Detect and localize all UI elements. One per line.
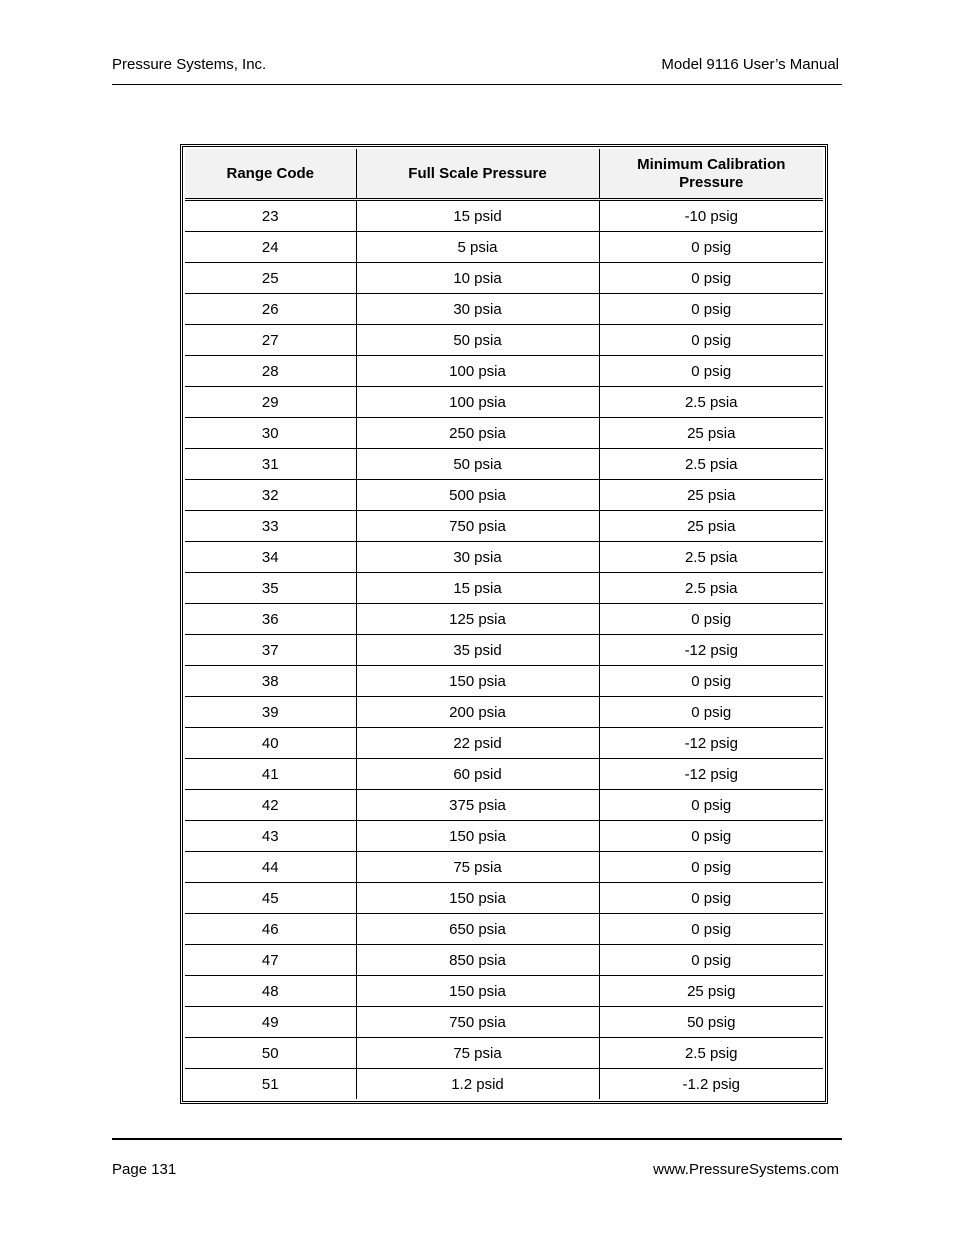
full-scale-pressure-cell: 60 psid — [356, 759, 599, 790]
range-code-cell: 33 — [185, 511, 356, 542]
minimum-calibration-pressure-cell: 0 psig — [599, 263, 823, 294]
range-code-cell: 30 — [185, 418, 356, 449]
range-code-cell: 48 — [185, 976, 356, 1007]
full-scale-pressure-cell: 850 psia — [356, 945, 599, 976]
minimum-calibration-pressure-cell: 0 psig — [599, 232, 823, 263]
minimum-calibration-pressure-cell: 25 psia — [599, 418, 823, 449]
full-scale-pressure-cell: 375 psia — [356, 790, 599, 821]
range-code-cell: 37 — [185, 635, 356, 666]
full-scale-pressure-cell: 100 psia — [356, 356, 599, 387]
minimum-calibration-pressure-cell: 0 psig — [599, 697, 823, 728]
full-scale-pressure-cell: 35 psid — [356, 635, 599, 666]
table-body — [185, 200, 823, 1100]
table-row — [185, 1069, 823, 1100]
range-code-cell: 43 — [185, 821, 356, 852]
full-scale-pressure-cell: 500 psia — [356, 480, 599, 511]
range-code-cell: 50 — [185, 1038, 356, 1069]
full-scale-pressure-cell: 75 psia — [356, 1038, 599, 1069]
minimum-calibration-pressure-cell: 0 psig — [599, 604, 823, 635]
website-link[interactable]: www.PressureSystems.com — [653, 1161, 839, 1178]
table-row — [185, 232, 823, 263]
table-row — [185, 666, 823, 697]
range-code-cell: 45 — [185, 883, 356, 914]
range-code-table — [185, 149, 823, 1099]
full-scale-pressure-cell: 30 psia — [356, 542, 599, 573]
full-scale-pressure-cell: 75 psia — [356, 852, 599, 883]
range-code-cell: 24 — [185, 232, 356, 263]
range-code-cell: 41 — [185, 759, 356, 790]
minimum-calibration-pressure-cell: 2.5 psia — [599, 387, 823, 418]
table-row — [185, 728, 823, 759]
column-header-minimum-calibration-pressure: Minimum Calibration Pressure — [599, 149, 823, 200]
table-row — [185, 418, 823, 449]
table-row — [185, 325, 823, 356]
minimum-calibration-pressure-cell: 50 psig — [599, 1007, 823, 1038]
table-row — [185, 356, 823, 387]
table-row — [185, 790, 823, 821]
range-code-cell: 42 — [185, 790, 356, 821]
full-scale-pressure-cell: 150 psia — [356, 976, 599, 1007]
manual-title: Model 9116 User’s Manual — [661, 56, 839, 73]
table-row — [185, 976, 823, 1007]
minimum-calibration-pressure-cell: 0 psig — [599, 883, 823, 914]
page-footer — [112, 1138, 842, 1178]
full-scale-pressure-cell: 150 psia — [356, 821, 599, 852]
table-row — [185, 914, 823, 945]
minimum-calibration-pressure-cell: 0 psig — [599, 790, 823, 821]
range-code-cell: 29 — [185, 387, 356, 418]
table-row — [185, 480, 823, 511]
range-code-table-frame — [180, 144, 828, 1104]
minimum-calibration-pressure-cell: 0 psig — [599, 325, 823, 356]
minimum-calibration-pressure-cell: 0 psig — [599, 821, 823, 852]
page-number: Page 131 — [112, 1161, 177, 1178]
range-code-cell: 28 — [185, 356, 356, 387]
minimum-calibration-pressure-cell: -10 psig — [599, 200, 823, 232]
minimum-calibration-pressure-cell: -12 psig — [599, 728, 823, 759]
full-scale-pressure-cell: 150 psia — [356, 666, 599, 697]
full-scale-pressure-cell: 5 psia — [356, 232, 599, 263]
full-scale-pressure-cell: 250 psia — [356, 418, 599, 449]
minimum-calibration-pressure-cell: 2.5 psia — [599, 542, 823, 573]
table-row — [185, 573, 823, 604]
table-row — [185, 542, 823, 573]
minimum-calibration-pressure-cell: 0 psig — [599, 914, 823, 945]
table-row — [185, 511, 823, 542]
full-scale-pressure-cell: 50 psia — [356, 325, 599, 356]
range-code-cell: 36 — [185, 604, 356, 635]
full-scale-pressure-cell: 650 psia — [356, 914, 599, 945]
full-scale-pressure-cell: 22 psid — [356, 728, 599, 759]
table-row — [185, 200, 823, 232]
full-scale-pressure-cell: 750 psia — [356, 1007, 599, 1038]
full-scale-pressure-cell: 125 psia — [356, 604, 599, 635]
range-code-cell: 39 — [185, 697, 356, 728]
minimum-calibration-pressure-cell: 25 psia — [599, 480, 823, 511]
table-row — [185, 697, 823, 728]
range-code-cell: 34 — [185, 542, 356, 573]
range-code-cell: 46 — [185, 914, 356, 945]
range-code-cell: 23 — [185, 200, 356, 232]
full-scale-pressure-cell: 150 psia — [356, 883, 599, 914]
page-header — [112, 56, 842, 85]
full-scale-pressure-cell: 30 psia — [356, 294, 599, 325]
table-row — [185, 759, 823, 790]
company-name: Pressure Systems, Inc. — [112, 56, 267, 73]
minimum-calibration-pressure-cell: 0 psig — [599, 356, 823, 387]
minimum-calibration-pressure-cell: -12 psig — [599, 635, 823, 666]
table-row — [185, 635, 823, 666]
table-row — [185, 821, 823, 852]
full-scale-pressure-cell: 1.2 psid — [356, 1069, 599, 1100]
range-code-cell: 32 — [185, 480, 356, 511]
full-scale-pressure-cell: 15 psid — [356, 200, 599, 232]
range-code-cell: 44 — [185, 852, 356, 883]
full-scale-pressure-cell: 50 psia — [356, 449, 599, 480]
minimum-calibration-pressure-cell: 2.5 psia — [599, 449, 823, 480]
table-header-row — [185, 149, 823, 200]
range-code-cell: 40 — [185, 728, 356, 759]
table-row — [185, 1007, 823, 1038]
table-row — [185, 387, 823, 418]
full-scale-pressure-cell: 200 psia — [356, 697, 599, 728]
minimum-calibration-pressure-cell: 25 psig — [599, 976, 823, 1007]
minimum-calibration-pressure-cell: 0 psig — [599, 852, 823, 883]
minimum-calibration-pressure-cell: -1.2 psig — [599, 1069, 823, 1100]
range-code-cell: 31 — [185, 449, 356, 480]
minimum-calibration-pressure-cell: 0 psig — [599, 666, 823, 697]
range-code-cell: 25 — [185, 263, 356, 294]
table-row — [185, 883, 823, 914]
minimum-calibration-pressure-cell: 25 psia — [599, 511, 823, 542]
range-code-cell: 26 — [185, 294, 356, 325]
minimum-calibration-pressure-cell: 0 psig — [599, 945, 823, 976]
range-code-cell: 49 — [185, 1007, 356, 1038]
table-row — [185, 294, 823, 325]
column-header-full-scale-pressure: Full Scale Pressure — [356, 149, 599, 200]
column-header-range-code: Range Code — [185, 149, 356, 200]
full-scale-pressure-cell: 100 psia — [356, 387, 599, 418]
minimum-calibration-pressure-cell: 2.5 psia — [599, 573, 823, 604]
range-code-cell: 51 — [185, 1069, 356, 1100]
range-code-cell: 35 — [185, 573, 356, 604]
full-scale-pressure-cell: 750 psia — [356, 511, 599, 542]
table-row — [185, 945, 823, 976]
table-row — [185, 263, 823, 294]
full-scale-pressure-cell: 10 psia — [356, 263, 599, 294]
table-row — [185, 449, 823, 480]
range-code-cell: 47 — [185, 945, 356, 976]
table-row — [185, 852, 823, 883]
minimum-calibration-pressure-cell: 0 psig — [599, 294, 823, 325]
table-row — [185, 604, 823, 635]
minimum-calibration-pressure-cell: 2.5 psig — [599, 1038, 823, 1069]
table-row — [185, 1038, 823, 1069]
range-code-cell: 27 — [185, 325, 356, 356]
minimum-calibration-pressure-cell: -12 psig — [599, 759, 823, 790]
full-scale-pressure-cell: 15 psia — [356, 573, 599, 604]
range-code-cell: 38 — [185, 666, 356, 697]
